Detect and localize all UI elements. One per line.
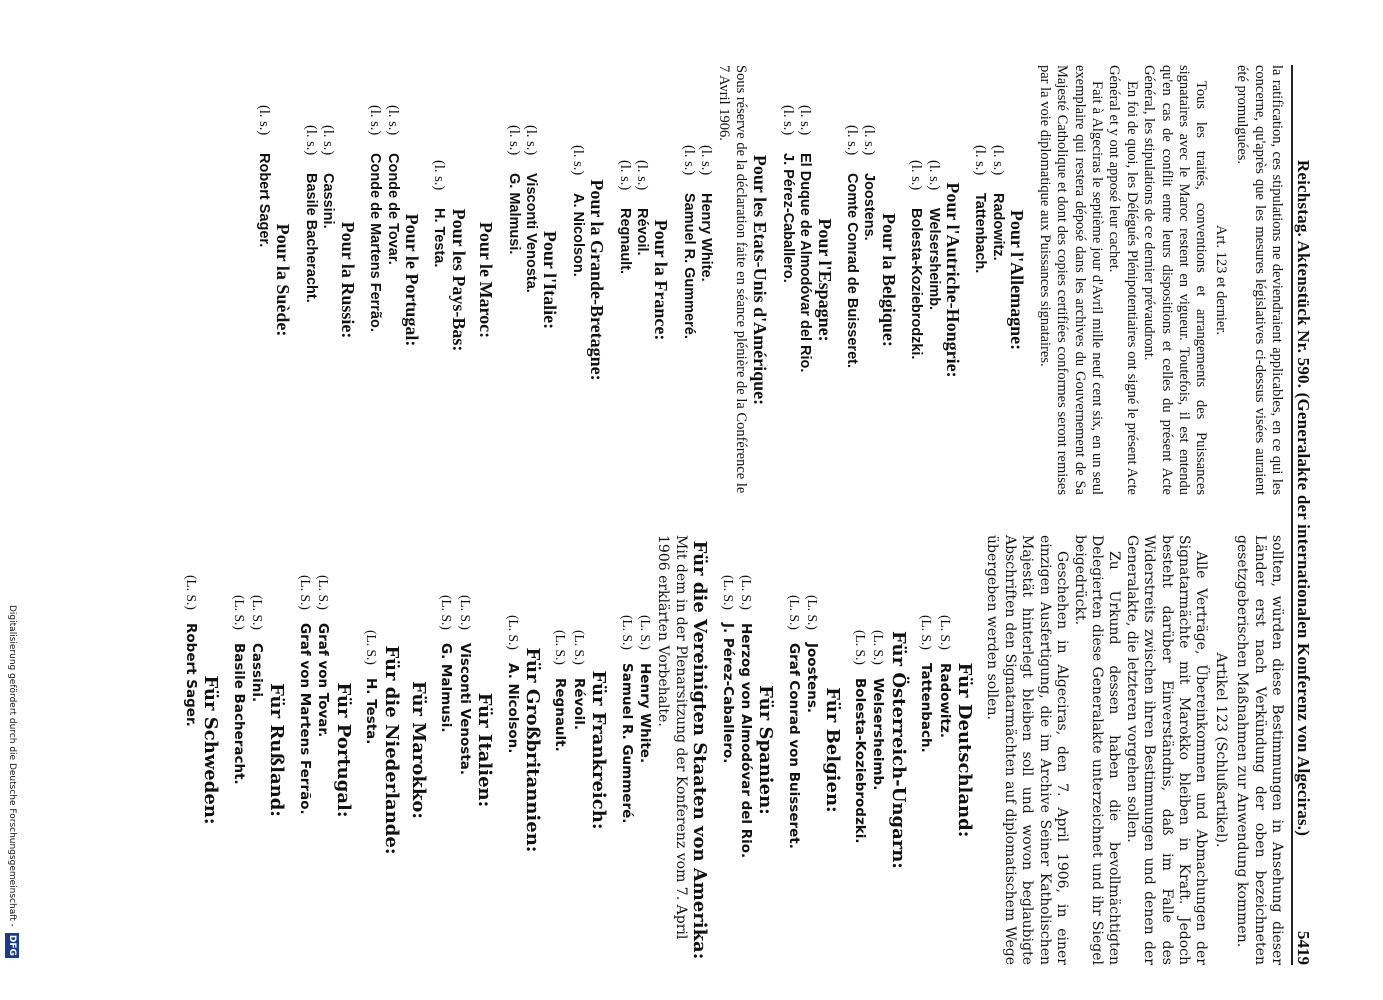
fr-signature [924,65,941,495]
signatory-name: Henry White. [698,193,715,282]
fr-usa-reservation: Sous réserve de la déclaration faite en séance plénière de la Conférence le 7 Avril 1906. [715,65,750,494]
de-country-heading: Für Schweden: [200,675,222,825]
fr-signature [319,65,336,495]
de-signature [551,535,569,965]
seal-mark: (l. s.) [861,125,878,156]
de-country-heading: Für Belgien: [821,687,843,813]
signatory-name: Samuel R. Gummeré. [680,193,697,339]
signatory-name: Henry White. [637,663,653,764]
seal-mark: (L. S.) [364,630,380,665]
signatory-name: Samuel R. Gummeré. [618,663,635,824]
fr-signature [778,65,795,495]
signatory-name: J. Pérez-Caballero. [779,153,796,283]
fr-signature [843,65,860,495]
de-signature [569,535,587,965]
french-column [65,65,1285,495]
de-signature [181,535,199,965]
seal-mark: (l. s.) [505,125,522,156]
signatory-name: Robert Sager. [256,153,273,248]
seal-mark: (l. s.) [972,145,989,176]
de-signature [455,535,473,965]
seal-mark: (L. S.) [937,615,953,650]
de-paragraph-2: Alle Verträge, Übereinkommen und Abmachungen der Signatarmächte mit Marokko bleiben in Kraft. Jedoch besteht darüber Einverständnis, daß im Falle des Widerstreits zwischen ihren Bestimmungen und denen der Generalakte, die letzteren vorgehen sollen. [1123,535,1210,965]
fr-signature [796,65,813,495]
seal-mark: (l. s.) [431,160,448,191]
seal-mark: (l. s.) [989,145,1006,176]
de-signature [917,535,935,965]
seal-mark: (L. S.) [739,575,755,610]
signatory-name: H. Testa. [363,678,380,745]
signatory-name: Welsersheimb. [925,208,942,311]
de-signature [784,535,802,965]
seal-mark: (L. S.) [786,595,802,630]
fr-signature [679,65,696,495]
de-country-heading: Für Italien: [474,692,496,808]
seal-mark: (L. S.) [805,595,821,630]
signatory-name: G. Malmusi. [505,173,522,255]
seal-mark: (L. S.) [183,575,199,610]
de-article-heading: Artikel 123 (Schlußartikel). [1212,652,1229,848]
seal-mark: (l. s.) [384,105,401,136]
signatory-name: A. Nicolson. [569,193,586,277]
de-signature [737,535,755,965]
de-country-heading: Für Rußland: [266,683,288,817]
fr-country-heading: Pour l'Espagne: [814,218,835,342]
seal-mark: (L. S.) [919,615,935,650]
signatory-name: A. Nicolson. [504,663,521,754]
signatory-name: Herzog von Almodóvar del Rio. [738,623,755,859]
seal-mark: (l. s.) [569,145,586,176]
signatory-name: Welsersheimb. [870,678,887,791]
fr-country-heading: Pour l'Autriche-Hongrie: [943,182,964,378]
de-signature [851,535,869,965]
seal-mark: (l. s.) [844,125,861,156]
signatory-name: Révoil. [570,678,587,731]
signatory-name: Cassini. [249,643,266,703]
seal-mark: (l. s.) [908,160,925,191]
de-usa-reservation: Mit dem in der Plenarsitzung der Konferenz vom 7. April 1906 erklärten Vorbehalte. [655,535,689,940]
seal-mark: (L. S.) [638,615,653,650]
page-header [1291,65,1321,965]
page-title: Reichstag. Aktenstück Nr. 590. (Generalakte der internationalen Konferenz von Algeciras.) [1294,159,1313,837]
signatory-name: Graf von Tovar. [315,623,332,738]
de-signature [503,535,521,965]
signatory-name: Visconti Venosta. [522,173,539,293]
de-country-heading: Für Großbritannien: [521,647,543,853]
fr-country-heading: Pour l'Allemagne: [1007,209,1028,351]
de-signature [935,535,953,965]
de-signature [296,535,314,965]
seal-mark: (L. S.) [619,615,635,650]
seal-mark: (l. s.) [698,145,715,176]
seal-mark: (L. S.) [250,595,266,630]
fr-signature [697,65,714,495]
seal-mark: (L. S.) [853,630,869,665]
signatory-name: Cassini. [320,173,337,229]
fr-country-heading: Pour la France: [651,219,672,341]
fr-signature [302,65,319,495]
signatory-name: Tattenbach. [918,663,935,753]
seal-mark: (l. s.) [797,105,814,136]
seal-mark: (L. S.) [871,630,887,665]
signatory-name: Comte Conrad de Buisseret. [844,173,861,368]
fr-paragraph-4: Fait à Algeciras le septième jour d'Avril mille neuf cent six, en un seul exemplaire qui restera déposé dans les archives du Gouvernement de Sa Majesté Catholique et dont des copies certifiées conformes seront remises par la voie diplomatique aux Puissances signataires. [1036,65,1105,495]
signatory-name: Regnault. [552,678,569,752]
de-country-heading: Für Frankreich: [588,670,610,830]
fr-paragraph-1: la ratification, ces stipulations ne deviendraient applicables, en ce qui les concerne, qu'après que les mesures législatives ci-dessus visées auraient été promulguées. [1234,65,1285,495]
seal-mark: (L. S.) [231,595,247,630]
fr-signature [633,65,650,495]
signatory-name: Joostens. [861,173,878,241]
signatory-name: Conde de Tovar. [384,153,401,265]
signatory-name: Basile Bacheracht. [302,173,319,303]
signatory-name: Visconti Venosta. [456,643,473,776]
de-signature [362,535,380,965]
seal-mark: (L. S.) [571,630,587,665]
seal-mark: (l. s.) [522,125,539,156]
fr-signature [366,65,383,495]
fr-signature [860,65,877,495]
signatory-name: El Duque de Almodóvar del Rio. [797,153,814,373]
signatory-name: Regnault. [616,208,633,275]
seal-mark: (l. s.) [256,105,273,136]
fr-signature [255,65,272,495]
signatory-name: Bolesta-Koziebrodzki. [908,208,925,360]
signatory-name: Conde de Martens Ferrão. [367,153,384,332]
de-country-heading: Für Marokko: [407,681,429,819]
signatory-name: Robert Sager. [182,623,199,727]
fr-country-heading: Pour la Belgique: [878,213,899,347]
fr-country-heading: Pour la Suède: [273,223,294,337]
signatory-name: Tattenbach. [972,193,989,274]
seal-mark: (L. S.) [720,575,736,610]
fr-signature [568,65,585,495]
signatory-name: Joostens. [804,643,821,713]
signatory-name: Basile Bacheracht. [230,643,247,785]
signatory-name: Graf Conrad von Buisseret. [785,643,802,849]
signatory-name: H. Testa. [431,208,448,268]
de-country-heading: Für Portugal: [332,682,354,818]
de-signature [437,535,455,965]
fr-country-heading: Pour l'Italie: [540,230,561,330]
fr-country-heading: Pour la Russie: [337,221,358,339]
fr-signature [383,65,400,495]
de-signature [314,535,332,965]
fr-article-heading: Art. 123 et dernier. [1212,225,1229,335]
fr-country-heading: Pour les Pays-Bas: [448,208,469,352]
fr-country-heading: Pour le Portugal: [401,213,422,347]
seal-mark: (L. S.) [316,575,332,610]
credit-text: Digitalisierung gefördert durch die Deutsche Forschungsgemeinschaft - [7,605,17,927]
seal-mark: (L. S.) [553,630,569,665]
de-signature [617,535,635,965]
seal-mark: (L. S.) [457,595,473,630]
seal-mark: (l. s.) [634,160,650,191]
fr-signature [522,65,539,495]
seal-mark: (l. s.) [616,160,633,191]
fr-signature [504,65,521,495]
de-country-heading: Für die Vereinigten Staaten von Amerika: [689,540,711,960]
signatory-name: Révoil. [634,208,650,256]
seal-mark: (l. s.) [779,105,796,136]
seal-mark: (L. S.) [439,595,455,630]
de-paragraph-1: sollten, würden diese Bestimmungen in Ansehung dieser Länder erst nach Verkündung der oben bezeichneten gesetzgeberischen Maßnahmen zur Anwendung kommen. [1234,535,1285,965]
de-country-heading: Für die Niederlande: [380,645,402,855]
fr-signature [430,65,447,495]
seal-mark: (l. s.) [925,160,942,191]
page-number: 5419 [1294,931,1313,965]
de-signature [636,535,654,965]
signatory-name: J. Pérez-Caballero. [719,623,736,764]
seal-mark: (l. s.) [302,125,319,156]
de-country-heading: Für Deutschland: [954,662,976,838]
german-column [65,535,1285,965]
digitization-credit [5,605,19,995]
fr-signature [907,65,924,495]
de-signature [803,535,821,965]
fr-country-heading: Pour les Etats-Unis d'Amérique: [750,154,771,406]
de-signature [229,535,247,965]
fr-paragraph-3: En foi de quoi, les Délégués Plénipotentiaires ont signé le présent Acte Général et y ont apposé leur cachet. [1106,65,1140,495]
seal-mark: (l. s.) [367,105,384,136]
signatory-name: Radowitz. [989,193,1006,261]
seal-mark: (l. s.) [320,125,337,156]
fr-signature [989,65,1006,495]
signatory-name: Bolesta-Koziebrodzki. [852,678,869,844]
fr-signature [971,65,988,495]
de-country-heading: Für Österreich-Ungarn: [887,631,909,869]
de-paragraph-3: Zu Urkund dessen haben die bevollmächtigten Delegierten diese Generalakte unterzeichnet und ihr Siegel beigedrückt. [1071,535,1123,965]
de-country-heading: Für Spanien: [755,685,777,815]
fr-signature [615,65,632,495]
seal-mark: (L. S.) [297,575,313,610]
de-paragraph-4: Geschehen in Algeciras, den 7. April 1906, in einer einzigen Ausfertigung, die im Archive Seiner Katholischen Majestät hinterlegt bleiben soll und wovon beglaubigte Abschriften den Signatarmächten auf diplomatischem Wege übergeben werden sollen. [984,535,1071,965]
seal-mark: (L. S.) [505,615,521,650]
seal-mark: (l. s.) [680,145,697,176]
signatory-name: Graf von Martens Ferrão. [296,623,313,815]
fr-paragraph-2: Tous les traités, conventions et arrangements des Puissances signataires avec le Maroc restent en vigueur. Toutefois, il est entendu qu'en cas de conflit entre leurs dispositions et celles du présent Acte Général, les stipulations de ce dernier prévaudront. [1141,65,1210,495]
fr-country-heading: Pour la Grande-Bretagne: [587,179,608,381]
de-signature [718,535,736,965]
signatory-name: Radowitz. [936,663,953,738]
de-signature [248,535,266,965]
fr-country-heading: Pour le Maroc: [476,221,497,339]
signatory-name: G. Malmusi. [438,643,455,733]
dfg-logo: DFG [7,934,17,956]
de-signature [869,535,887,965]
